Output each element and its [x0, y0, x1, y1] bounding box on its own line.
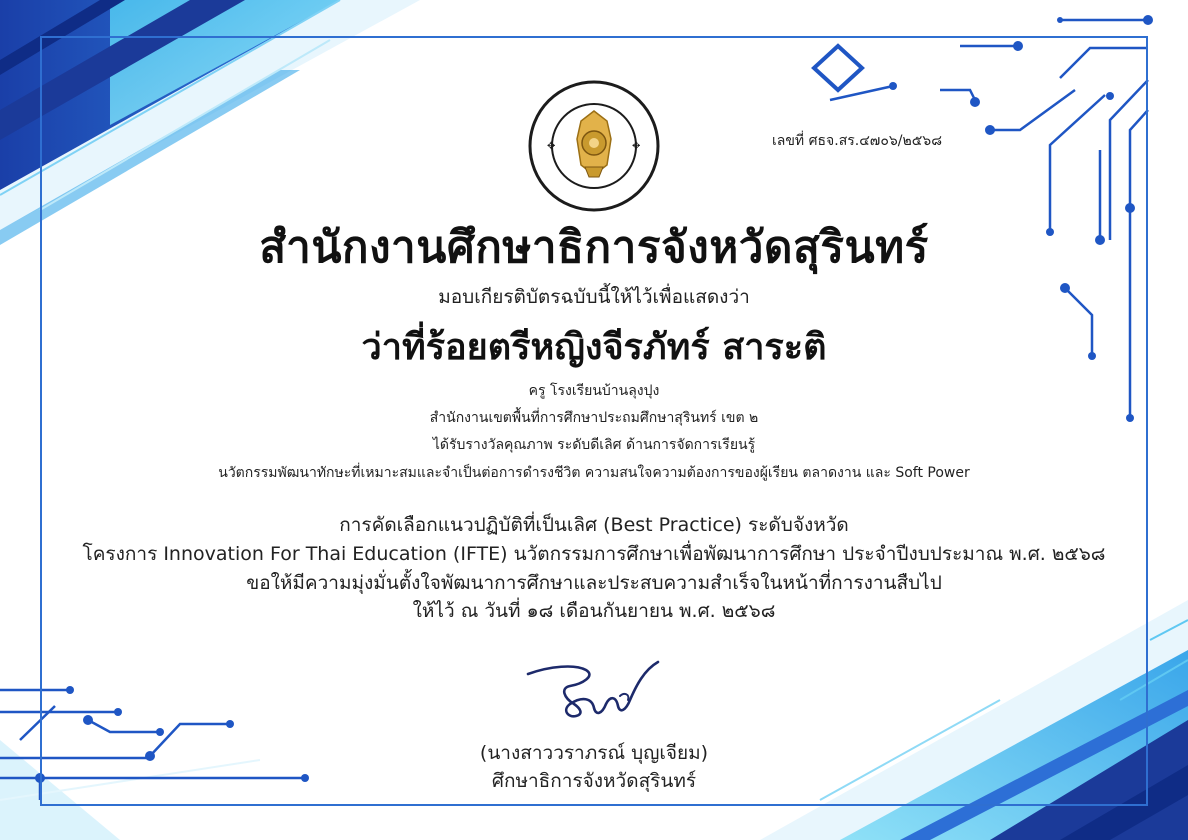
- handwritten-signature: [520, 656, 670, 726]
- award-line: ให้ไว้ ณ วันที่ ๑๘ เดือนกันยายน พ.ศ. ๒๕๖๘: [412, 600, 776, 622]
- office-seal-emblem: [527, 79, 661, 213]
- detail-line: สำนักงานเขตพื้นที่การศึกษาประถมศึกษาสุรินทร์ เขต ๒: [429, 410, 759, 426]
- recipient-name: ว่าที่ร้อยตรีหญิงจีรภัทร์ สาระติ: [361, 327, 827, 368]
- detail-line: นวัตกรรมพัฒนาทักษะที่เหมาะสมและจำเป็นต่อการดำรงชีวิต ความสนใจความต้องการของผู้เรียน ตลาดงาน และ Soft Power: [218, 465, 970, 481]
- certificate-subtitle: มอบเกียรติบัตรฉบับนี้ให้ไว้เพื่อแสดงว่า: [438, 286, 750, 308]
- svg-text:✥: ✥: [632, 141, 641, 152]
- signer-name: (นางสาววราภรณ์ บุญเจียม): [479, 742, 709, 764]
- top-left-bands: [0, 0, 420, 245]
- award-line: การคัดเลือกแนวปฏิบัติที่เป็นเลิศ (Best Practice) ระดับจังหวัด: [339, 514, 849, 536]
- certificate-title: สำนักงานศึกษาธิการจังหวัดสุรินทร์: [259, 222, 929, 273]
- svg-text:✥: ✥: [547, 141, 556, 152]
- bottom-right-bands: [760, 600, 1188, 840]
- document-number: เลขที่ ศธจ.สร.๔๗๐๖/๒๕๖๘: [772, 133, 942, 149]
- detail-line: ได้รับรางวัลคุณภาพ ระดับดีเลิศ ด้านการจัดการเรียนรู้: [432, 437, 756, 453]
- detail-line: ครู โรงเรียนบ้านลุงปุง: [528, 383, 660, 399]
- award-line: ขอให้มีความมุ่งมั่นตั้งใจพัฒนาการศึกษาและประสบความสำเร็จในหน้าที่การงานสืบไป: [246, 572, 942, 594]
- award-line: โครงการ Innovation For Thai Education (IFTE) นวัตกรรมการศึกษาเพื่อพัฒนาการศึกษา ประจำปีงบประมาณ พ.ศ. ๒๕๖๘: [82, 543, 1106, 565]
- diamond-ornament: [814, 46, 862, 90]
- signer-position: ศึกษาธิการจังหวัดสุรินทร์: [491, 770, 697, 792]
